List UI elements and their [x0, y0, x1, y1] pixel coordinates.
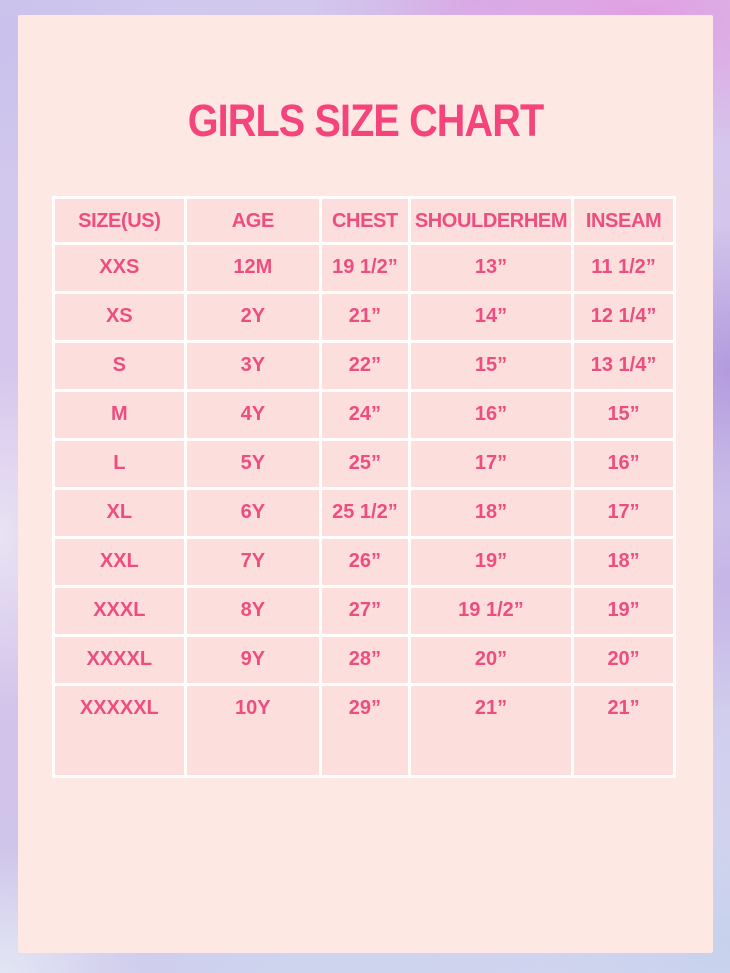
table-cell: 17”: [409, 440, 572, 489]
table-cell: 17”: [573, 489, 675, 538]
table-row: [54, 391, 675, 440]
table-cell: 19”: [573, 587, 675, 636]
table-cell: 25”: [321, 440, 410, 489]
table-cell: 24”: [321, 391, 410, 440]
table-cell: XXXXL: [54, 636, 186, 685]
table-cell: 29”: [321, 685, 410, 777]
table-cell: 15”: [573, 391, 675, 440]
table-cell: 13”: [409, 244, 572, 293]
table-cell: 15”: [409, 342, 572, 391]
table-cell: 13 1/4”: [573, 342, 675, 391]
table-cell: 7Y: [185, 538, 320, 587]
table-cell: 3Y: [185, 342, 320, 391]
table-cell: 28”: [321, 636, 410, 685]
header-cell-0: SIZE(US): [54, 198, 186, 244]
table-row: [54, 244, 675, 293]
table-cell: 12 1/4”: [573, 293, 675, 342]
table-header: [54, 198, 675, 244]
header-cell-4: INSEAM: [573, 198, 675, 244]
table-cell: 6Y: [185, 489, 320, 538]
header-cell-3: SHOULDERHEM: [409, 198, 572, 244]
table-cell: 14”: [409, 293, 572, 342]
table-cell: 18”: [573, 538, 675, 587]
table-cell: 20”: [573, 636, 675, 685]
table-cell: M: [54, 391, 186, 440]
header-cell-1: AGE: [185, 198, 320, 244]
table-cell: 5Y: [185, 440, 320, 489]
header-cell-2: CHEST: [321, 198, 410, 244]
table-cell: 21”: [409, 685, 572, 777]
table-cell: 11 1/2”: [573, 244, 675, 293]
table-body: [54, 244, 675, 777]
table-cell: 16”: [573, 440, 675, 489]
table-cell: 27”: [321, 587, 410, 636]
table-cell: 10Y: [185, 685, 320, 777]
table-cell: XXL: [54, 538, 186, 587]
table-row: [54, 685, 675, 777]
table-cell: XXXXXL: [54, 685, 186, 777]
table-row: [54, 587, 675, 636]
table-cell: 20”: [409, 636, 572, 685]
table-row: [54, 538, 675, 587]
page-title: GIRLS SIZE CHART: [187, 95, 544, 146]
table-row: [54, 440, 675, 489]
table-row: [54, 342, 675, 391]
table-cell: 18”: [409, 489, 572, 538]
table-cell: 4Y: [185, 391, 320, 440]
table-cell: 2Y: [185, 293, 320, 342]
table-cell: 12M: [185, 244, 320, 293]
table-cell: XXS: [54, 244, 186, 293]
table-row: [54, 489, 675, 538]
header-row: [54, 198, 675, 244]
table-cell: 16”: [409, 391, 572, 440]
table-cell: L: [54, 440, 186, 489]
table-cell: 21”: [321, 293, 410, 342]
chart-panel: [18, 15, 713, 953]
table-cell: 9Y: [185, 636, 320, 685]
size-table: [52, 196, 676, 778]
table-cell: 19 1/2”: [321, 244, 410, 293]
table-cell: 26”: [321, 538, 410, 587]
table-cell: 22”: [321, 342, 410, 391]
table-cell: 19”: [409, 538, 572, 587]
table-row: [54, 293, 675, 342]
table-cell: 21”: [573, 685, 675, 777]
table-cell: 19 1/2”: [409, 587, 572, 636]
table-cell: XS: [54, 293, 186, 342]
table-row: [54, 636, 675, 685]
table-cell: 25 1/2”: [321, 489, 410, 538]
table-cell: XL: [54, 489, 186, 538]
table-cell: S: [54, 342, 186, 391]
table-cell: XXXL: [54, 587, 186, 636]
table-cell: 8Y: [185, 587, 320, 636]
